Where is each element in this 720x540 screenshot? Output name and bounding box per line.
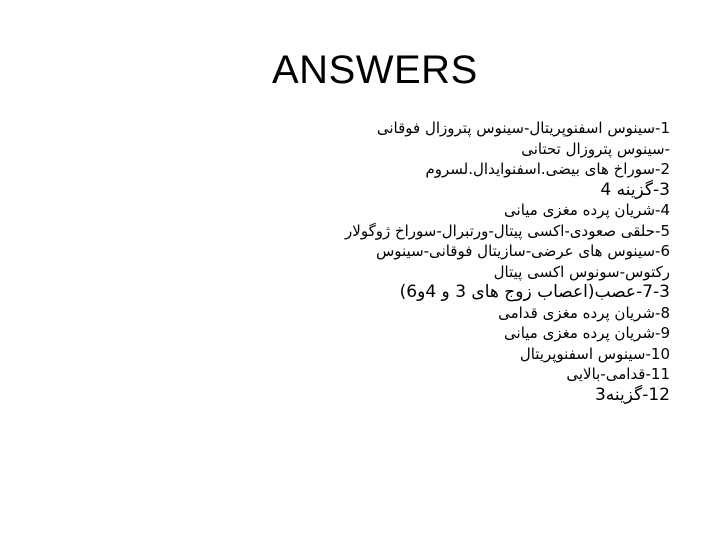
answer-item-6: 6-سینوس های عرضی-سازیتال فوقانی-سینوس رکتوس-سونوس اکسی پیتال <box>375 242 670 281</box>
answer-item-4: 4-شریان پرده مغزی میانی <box>504 201 670 219</box>
answer-item-3: 3-گزینه 4 <box>600 179 670 200</box>
answer-item-7: 7-3-عصب(اعصاب زوج های 3 و 4و6) <box>399 282 670 302</box>
answer-item-10: 10-سینوس اسفنوپریتال <box>519 344 670 363</box>
answer-item-1: 1-سینوس اسفنوپریتال-سینوس پتروزال فوقانی -سینوس پتروزال تحتانی <box>376 119 670 158</box>
answer-item-2: 2-سوراخ های بیضی.اسفنوایدال.لسروم <box>425 160 670 178</box>
answer-item-12: 12-گزینه3 <box>594 384 670 405</box>
answer-item-9: 9-شریان پرده مغزی میانی <box>504 324 670 342</box>
answer-item-8: 8-شریان پرده مغزی قدامی <box>498 303 670 322</box>
answer-item-5: 5-حلقی صعودی-اکسی پیتال-ورتبرال-سوراخ ژوگولار <box>345 221 670 240</box>
slide-title: ANSWERS <box>272 48 478 92</box>
answers-list <box>330 118 670 405</box>
answer-item-11: 11-قدامی-بالایی <box>566 365 670 383</box>
